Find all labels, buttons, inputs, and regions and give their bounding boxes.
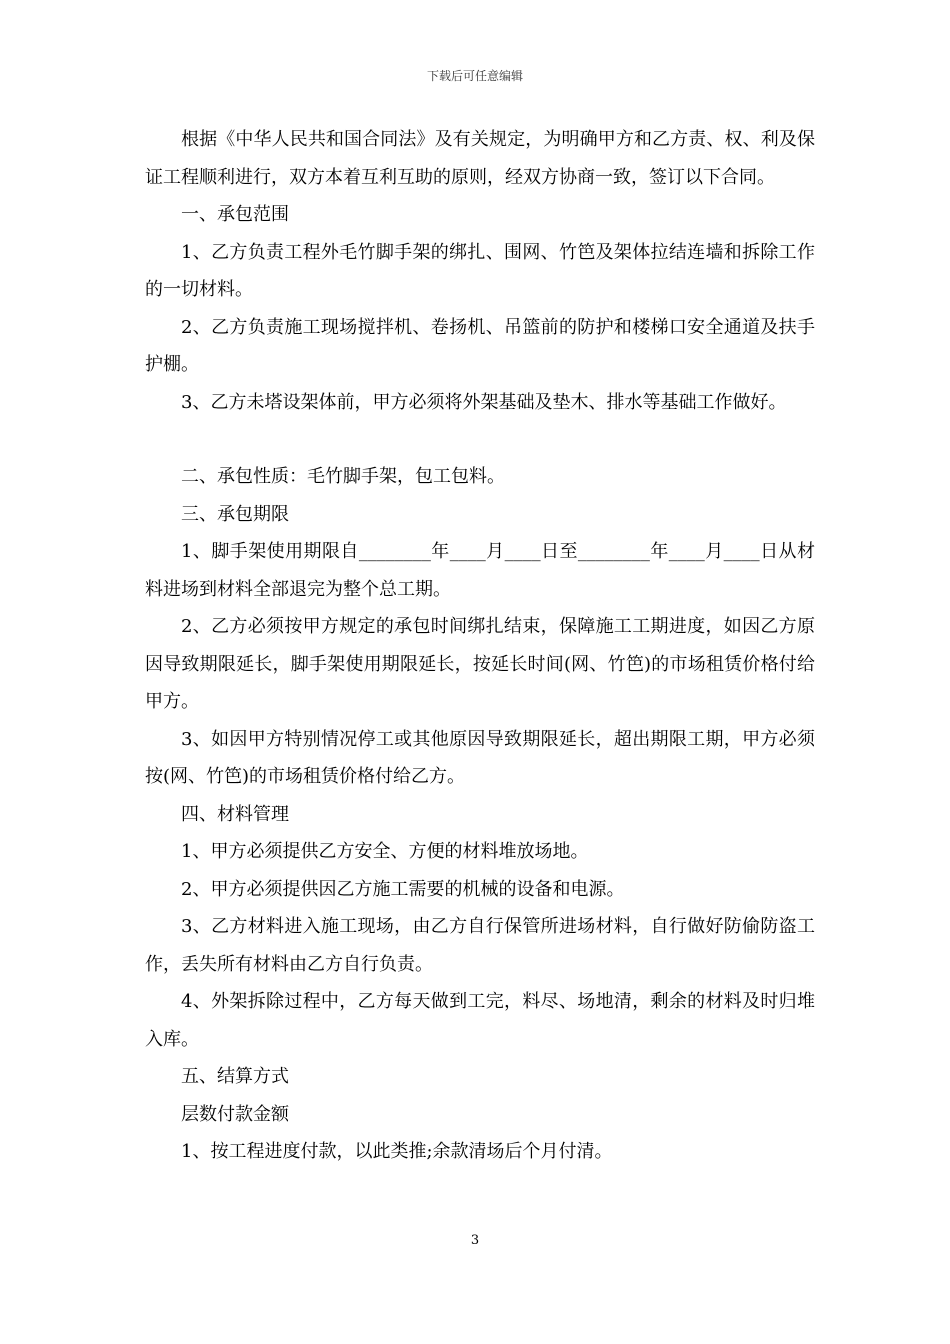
clause-paragraph: 1、乙方负责工程外毛竹脚手架的绑扎、围网、竹笆及架体拉结连墙和拆除工作的一切材料。 [145,241,815,300]
clause-paragraph: 1、按工程进度付款，以此类推;余款清场后个月付清。 [181,1141,613,1162]
table-caption-line: 层数付款金额 [181,1103,289,1125]
document-body [145,121,815,1171]
section-heading-materials: 四、材料管理 [181,803,289,825]
section-heading-scope: 一、承包范围 [181,204,289,225]
intro-paragraph: 根据《中华人民共和国合同法》及有关规定，为明确甲方和乙方责、权、利及保证工程顺利进行，双方本着互利互助的原则，经双方协商一致，签订以下合同。 [145,129,815,188]
clause-paragraph: 2、甲方必须提供因乙方施工需要的机械的设备和电源。 [181,878,625,900]
page-header-note: 下载后可任意编辑 [426,69,523,83]
section-heading-nature: 二、承包性质：毛竹脚手架，包工包料。 [181,466,505,487]
section-heading-term: 三、承包期限 [181,503,289,525]
clause-paragraph: 2、乙方必须按甲方规定的承包时间绑扎结束，保障施工工期进度，如因乙方原因导致期限延长，脚手架使用期限延长，按延长时间(网、竹笆)的市场租赁价格付给甲方。 [145,616,815,712]
clause-paragraph: 1、甲方必须提供乙方安全、方便的材料堆放场地。 [181,841,589,862]
clause-paragraph: 3、如因甲方特别情况停工或其他原因导致期限延长，超出期限工期，甲方必须按(网、竹笆)的市场租赁价格付给乙方。 [145,728,815,787]
paragraph-gap [145,421,815,458]
clause-paragraph: 3、乙方材料进入施工现场，由乙方自行保管所进场材料，自行做好防偷防盗工作，丢失所有材料由乙方自行负责。 [145,916,815,975]
clause-paragraph: 1、脚手架使用期限自________年____月____日至________年____月____日从材料进场到材料全部退完为整个总工期。 [145,541,815,600]
clause-paragraph: 2、乙方负责施工现场搅拌机、卷扬机、吊篮前的防护和楼梯口安全通道及扶手护棚。 [145,316,815,375]
page-number: 3 [470,1233,480,1248]
clause-paragraph: 3、乙方未塔设架体前，甲方必须将外架基础及垫木、排水等基础工作做好。 [181,391,787,413]
section-heading-settlement: 五、结算方式 [181,1066,289,1087]
clause-paragraph: 4、外架拆除过程中，乙方每天做到工完，料尽、场地清，剩余的材料及时归堆入库。 [145,991,815,1050]
